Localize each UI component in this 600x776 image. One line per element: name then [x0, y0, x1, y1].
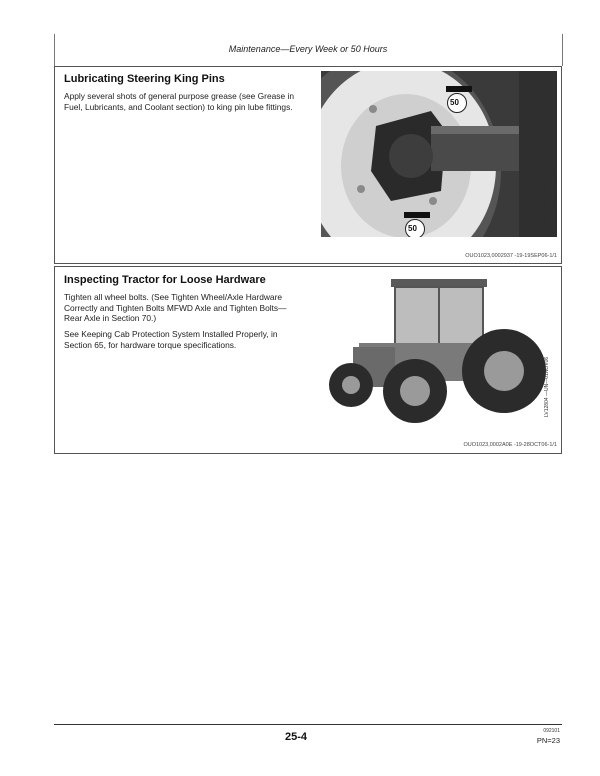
callout-hours: 50: [450, 98, 459, 107]
callout-hours: 50: [408, 224, 417, 233]
figure-ref-code: OUO1023,0002937 -19-19SEP06-1/1: [465, 253, 557, 259]
king-pin-figure: [321, 71, 557, 237]
section-paragraph: Tighten all wheel bolts. (See Tighten Wheel/Axle Hardware Correctly and Tighten Bolts MFWD Axle and Tighten Bolts—Rear Axle in Section 70.): [64, 292, 287, 324]
tractor-figure: [329, 273, 555, 433]
page-header-title: Maintenance—Every Week or 50 Hours: [228, 44, 388, 54]
figure-ref-code: OUO1023,0002A0E -19-28OCT06-1/1: [463, 442, 557, 448]
section-title: Lubricating Steering King Pins: [64, 73, 225, 85]
figure-vertical-ref: LV12804 —UN—01NOV06: [544, 356, 550, 417]
page-number: 25-4: [285, 731, 308, 743]
section-inspecting-loose-hardware: [54, 266, 562, 454]
footer-code: 092101: [543, 728, 560, 734]
section-paragraph: Apply several shots of general purpose grease (see Grease in Fuel, Lubricants, and Coolant section) to king pin lube fittings.: [64, 91, 294, 112]
grease-fitting-callout-top: [447, 93, 467, 113]
section-title: Inspecting Tractor for Loose Hardware: [64, 274, 266, 286]
section-paragraph: See Keeping Cab Protection System Installed Properly, in Section 65, for hardware torque specifications.: [64, 329, 278, 350]
section-lubricating-king-pins: [54, 66, 562, 264]
footer-rule: [54, 724, 562, 725]
grease-gun-icon: [404, 212, 430, 218]
grease-fitting-callout-bottom: [405, 219, 425, 237]
figure-vertical-ref: LV9627 —UN—11AUG04: [550, 171, 556, 229]
king-pin-illustration: [321, 71, 557, 237]
grease-gun-icon: [446, 86, 472, 92]
tractor-illustration: [329, 273, 555, 433]
footer-pn: PN=23: [536, 736, 560, 745]
